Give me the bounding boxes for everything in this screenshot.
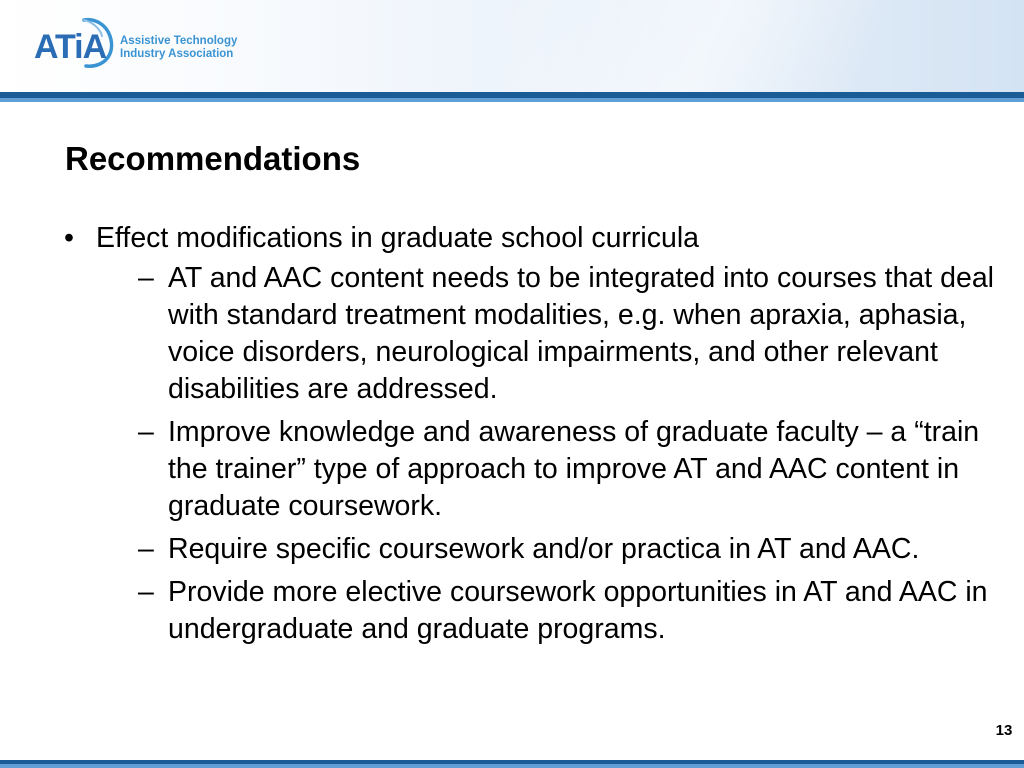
sub-bullet-marker: –	[138, 262, 154, 294]
sub-bullet-text: Provide more elective coursework opportunities in AT and AAC in undergraduate and graduate programs.	[168, 576, 988, 645]
sub-bullet-item	[138, 414, 1016, 525]
atia-logo	[34, 16, 244, 78]
sub-bullet-marker: –	[138, 576, 154, 608]
sub-bullet-item	[138, 260, 1016, 408]
header-rule-light	[0, 98, 1024, 102]
logo-tagline	[120, 35, 237, 61]
logo-tagline-line2: Industry Association	[120, 48, 234, 60]
bullet-marker: •	[64, 222, 74, 254]
sub-bullet-item	[138, 574, 1016, 648]
sub-bullet-item	[138, 531, 1016, 568]
footer-rule-light	[0, 764, 1024, 768]
slide-content	[64, 220, 994, 654]
sub-bullet-marker: –	[138, 533, 154, 565]
sub-bullet-text: Improve knowledge and awareness of graduate faculty – a “train the trainer” type of approach to improve AT and AAC content in graduate coursework.	[168, 416, 980, 522]
sub-bullet-list	[64, 260, 994, 648]
sub-bullet-text: Require specific coursework and/or practica in AT and AAC.	[168, 533, 920, 565]
slide-title: Recommendations	[65, 140, 361, 177]
slide-number: 13	[995, 722, 1013, 739]
bullet-text: Effect modifications in graduate school curricula	[96, 222, 700, 254]
header-sheen	[504, 0, 1024, 92]
logo-tagline-line1: Assistive Technology	[120, 35, 238, 47]
sub-bullet-marker: –	[138, 416, 154, 448]
svg-text:ATiA: ATiA	[34, 28, 107, 66]
atia-logo-mark	[34, 16, 118, 78]
bullet-item	[64, 220, 994, 257]
sub-bullet-text: AT and AAC content needs to be integrated into courses that deal with standard treatment modalities, e.g. when apraxia, aphasia, voice disorders, neurological impairments, and other relevant disabilities are addressed.	[168, 262, 994, 405]
